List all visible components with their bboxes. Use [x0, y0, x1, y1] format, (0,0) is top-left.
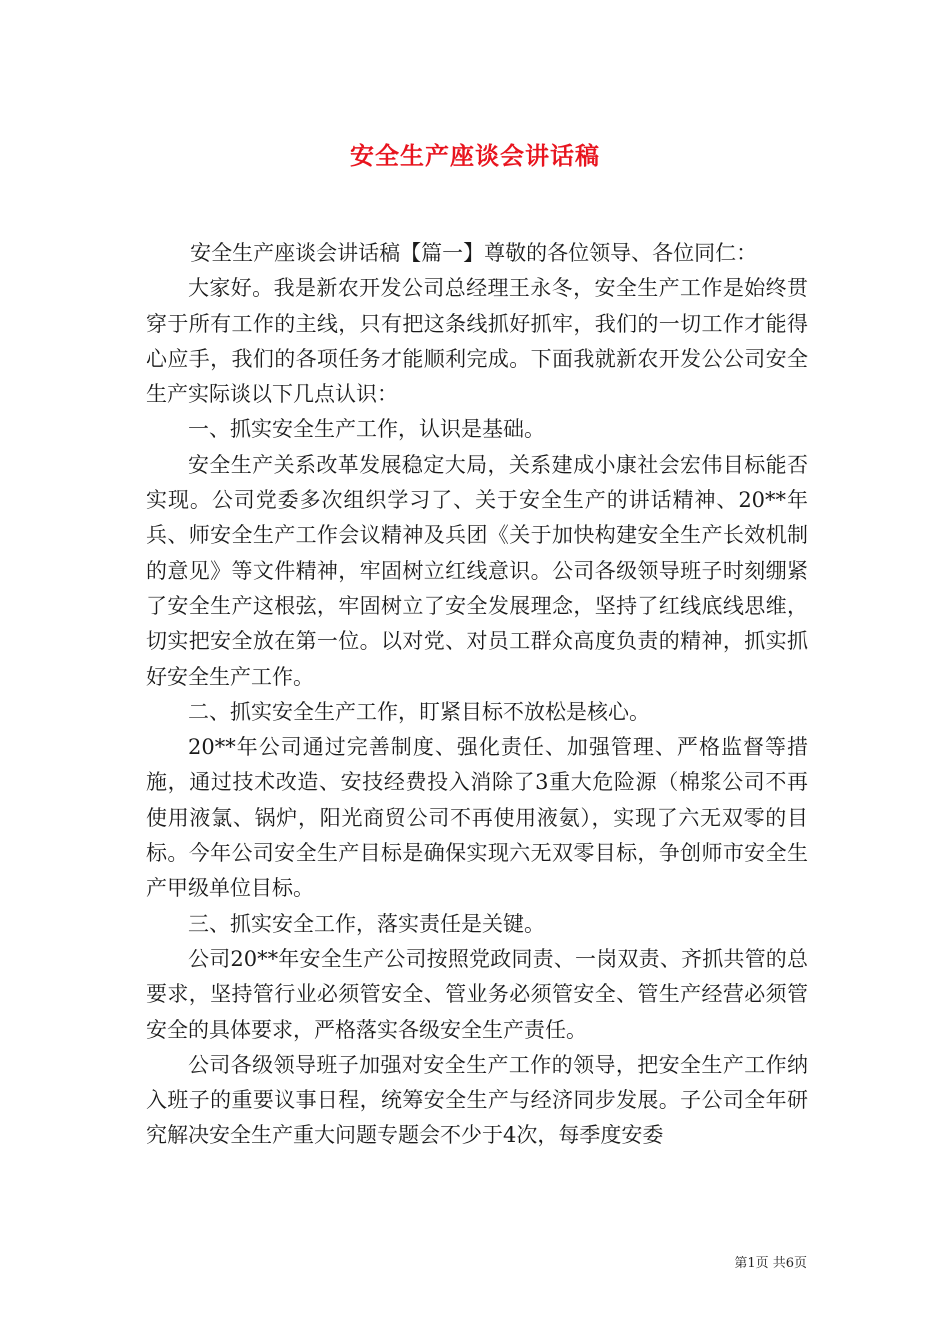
paragraph-section-2: 20**年公司通过完善制度、强化责任、加强管理、严格监督等措施，通过技术改造、安技经费投入消除了3重大危险源（棉浆公司不再使用液氯、锅炉，阳光商贸公司不再使用液氨），实现了六无双零的目标。今年公司安全生产目标是确保实现六无双零目标，争创师市安全生产甲级单位目标。 [146, 735, 808, 901]
section-heading-2: 二、抓实安全生产工作，盯紧目标不放松是核心。 [188, 699, 650, 724]
paragraph-section-1: 安全生产关系改革发展稳定大局，关系建成小康社会宏伟目标能否实现。公司党委多次组织学习了、关于安全生产的讲话精神、20**年兵、师安全生产工作会议精神及兵团《关于加快构建安全生产长效机制的意见》等文件精神，牢固树立红线意识。公司各级领导班子时刻绷紧了安全生产这根弦，牢固树立了安全发展理念，坚持了红线底线思维，切实把安全放在第一位。以对党、对员工群众高度负责的精神，抓实抓好安全生产工作。 [146, 452, 808, 689]
paragraph-intro: 大家好。我是新农开发公司总经理王永冬，安全生产工作是始终贯穿于所有工作的主线，只有把这条线抓好抓牢，我们的一切工作才能得心应手，我们的各项任务才能顺利完成。下面我就新农开发公公司安全生产实际谈以下几点认识： [146, 276, 808, 407]
page-number-footer: 第1页 共6页 [734, 1256, 807, 1271]
paragraph-greeting: 安全生产座谈会讲话稿【篇一】尊敬的各位领导、各位同仁： [190, 241, 758, 265]
paragraph-section-3b: 公司各级领导班子加强对安全生产工作的领导，把安全生产工作纳入班子的重要议事日程，统筹安全生产与经济同步发展。子公司全年研究解决安全生产重大问题专题会不少于4次，每季度安委 [146, 1052, 808, 1148]
section-heading-3: 三、抓实安全工作，落实责任是关键。 [188, 911, 545, 936]
section-heading-1: 一、抓实安全生产工作，认识是基础。 [188, 417, 545, 442]
paragraph-section-3a: 公司20**年安全生产公司按照党政同责、一岗双责、齐抓共管的总要求，坚持管行业必须管安全、管业务必须管安全、管生产经营必须管安全的具体要求，严格落实各级安全生产责任。 [146, 946, 808, 1042]
document-title: 安全生产座谈会讲话稿 [350, 141, 600, 170]
document-body [146, 236, 808, 1154]
